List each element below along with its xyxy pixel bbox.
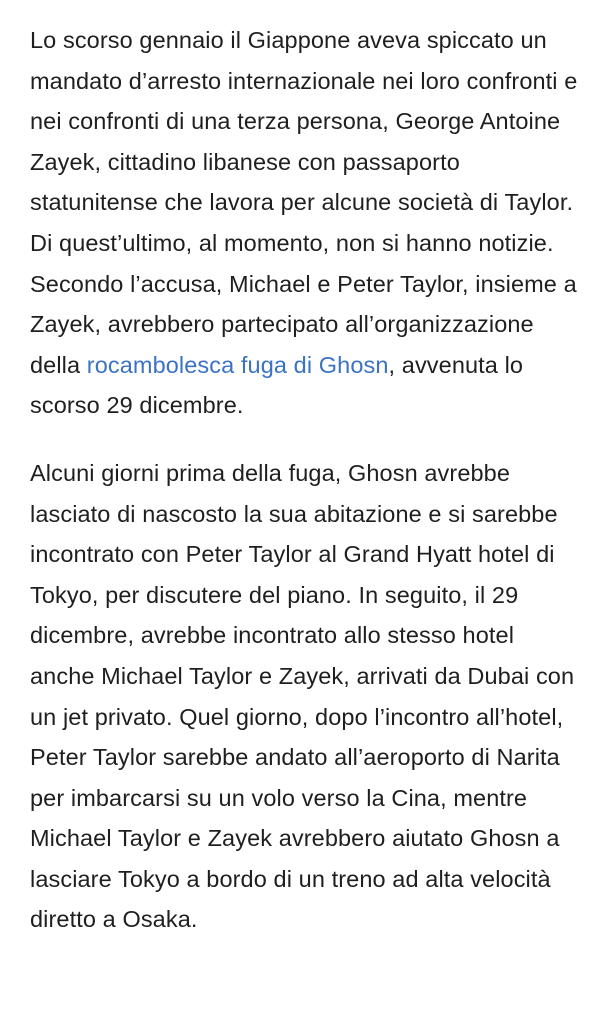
ghosn-escape-link[interactable]: rocambolesca fuga di Ghosn [86,351,389,378]
article-paragraph-2: Alcuni giorni prima della fuga, Ghosn avrebbe lasciato di nascosto la sua abitazione e si sarebbe incontrato con Peter Taylor al Grand Hyatt hotel di Tokyo, per discutere del piano. In seguito, il 29 dicembre, avrebbe incontrato allo stesso hotel anche Michael Taylor e Zayek, arrivati da Dubai con un jet privato. Quel giorno, dopo l’incontro all’hotel, Peter Taylor sarebbe andato all’aeroporto di Narita per imbarcarsi su un volo verso la Cina, mentre Michael Taylor e Zayek avrebbero aiutato Ghosn a lasciare Tokyo a bordo di un treno ad alta velocità diretto a Osaka. [30,459,575,933]
paragraph-1-text-after-link: , avvenuta lo scorso 29 dicembre. [30,351,524,419]
article-paragraph-1 [30,20,583,426]
paragraph-1-text-before-link: Lo scorso gennaio il Giappone aveva spiccato un mandato d’arresto internazionale nei loro confronti e nei confronti di una terza persona, George Antoine Zayek, cittadino libanese con passaporto statunitense che lavora per alcune società di Taylor. Di quest’ultimo, al momento, non si hanno notizie. Secondo l’accusa, Michael e Peter Taylor, insieme a Zayek, avrebbero partecipato all’organizzazione della [30,27,578,378]
